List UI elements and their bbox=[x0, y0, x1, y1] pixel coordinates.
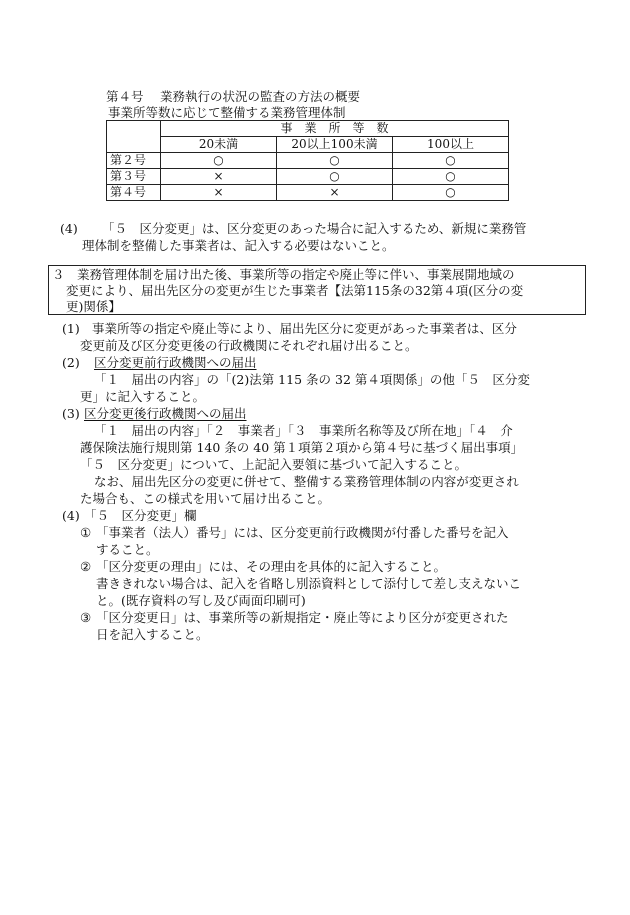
item-text-line: 「１ 届出の内容」「２ 事業者」「３ 事業所名称等及び所在地」「４ 介 bbox=[94, 423, 513, 438]
section-3-line: 更)関係】 bbox=[66, 299, 121, 314]
column-header: 100以上 bbox=[393, 137, 509, 153]
row-label: 第２号 bbox=[107, 153, 161, 169]
table-row bbox=[107, 153, 509, 169]
subitem-text-line: 書ききれない場合は、記入を省略し別添資料として添付して差し支えないこ bbox=[96, 576, 522, 591]
item-number: (4) bbox=[62, 508, 80, 523]
section-title: 第４号 業務執行の状況の監査の方法の概要 bbox=[106, 89, 360, 104]
item-number: (2) bbox=[62, 355, 80, 370]
item-text-line: 「１ 届出の内容」の「(2)法第 115 条の 32 第４項関係」の他「５ 区分変 bbox=[94, 372, 530, 387]
item-title: 「５ 区分変更」欄 bbox=[84, 508, 197, 523]
note-text-line: 理体制を整備した事業者は、記入する必要はないこと。 bbox=[82, 238, 395, 253]
item-text-line: 事業所等の指定や廃止等により、届出先区分に変更があった事業者は、区分 bbox=[92, 321, 517, 336]
subitem-text-line: 「事業者（法人）番号」には、区分変更前行政機関が付番した番号を記入 bbox=[96, 525, 509, 540]
item-text-line: 護保険法施行規則第 140 条の 40 第１項第２項から第４号に基づく届出事項」 bbox=[80, 440, 524, 455]
note-number: (4) bbox=[60, 221, 78, 236]
table-row bbox=[107, 169, 509, 185]
table-cell: × bbox=[161, 169, 277, 185]
item-text-line: 「５ 区分変更」について、上記記入要領に基づいて記入すること。 bbox=[80, 457, 468, 472]
item-text-line: た場合も、この様式を用いて届け出ること。 bbox=[80, 491, 331, 506]
item-text-line: 更」に記入すること。 bbox=[80, 389, 206, 404]
table-cell: ○ bbox=[393, 169, 509, 185]
table-cell: ○ bbox=[277, 153, 393, 169]
table-cell: × bbox=[161, 185, 277, 201]
subitem-mark: ② bbox=[80, 559, 92, 574]
table-cell: ○ bbox=[161, 153, 277, 169]
column-header: 20未満 bbox=[161, 137, 277, 153]
item-title: 区分変更後行政機関への届出 bbox=[84, 406, 247, 421]
subitem-text-line: 日を記入すること。 bbox=[96, 627, 209, 642]
table-cell: ○ bbox=[393, 153, 509, 169]
table-cell: × bbox=[277, 185, 393, 201]
section-3-line: ３ 業務管理体制を届け出た後、事業所等の指定や廃止等に伴い、事業展開地域の bbox=[52, 267, 515, 282]
table-corner-cell bbox=[107, 121, 161, 153]
item-number: (1) bbox=[62, 321, 80, 336]
subitem-text-line: 「区分変更の理由」には、その理由を具体的に記入すること。 bbox=[96, 559, 447, 574]
item-text-line: 変更前及び区分変更後の行政機関にそれぞれ届け出ること。 bbox=[80, 338, 418, 353]
table-cell: ○ bbox=[277, 169, 393, 185]
subitem-text-line: 「区分変更日」は、事業所等の新規指定・廃止等により区分が変更された bbox=[96, 610, 509, 625]
section-3-line: 変更により、届出先区分の変更が生じた事業者【法第115条の32第４項(区分の変 bbox=[66, 283, 524, 298]
item-title: 区分変更前行政機関への届出 bbox=[94, 355, 257, 370]
table-row bbox=[107, 185, 509, 201]
item-text-line: なお、届出先区分の変更に併せて、整備する業務管理体制の内容が変更され bbox=[94, 474, 519, 489]
row-label: 第３号 bbox=[107, 169, 161, 185]
table-group-header: 事 業 所 等 数 bbox=[161, 121, 509, 137]
subitem-mark: ① bbox=[80, 525, 92, 540]
note-text-line: 「５ 区分変更」は、区分変更のあった場合に記入するため、新規に業務管 bbox=[102, 221, 527, 236]
item-number: (3) bbox=[62, 406, 80, 421]
subitem-mark: ③ bbox=[80, 610, 92, 625]
table-caption: 事業所等数に応じて整備する業務管理体制 bbox=[108, 105, 346, 120]
subitem-text-line: すること。 bbox=[96, 542, 159, 557]
row-label: 第４号 bbox=[107, 185, 161, 201]
facility-count-table bbox=[106, 120, 509, 201]
subitem-text-line: と。(既存資料の写し及び両面印刷可) bbox=[96, 593, 306, 608]
table-cell: ○ bbox=[393, 185, 509, 201]
column-header: 20以上100未満 bbox=[277, 137, 393, 153]
